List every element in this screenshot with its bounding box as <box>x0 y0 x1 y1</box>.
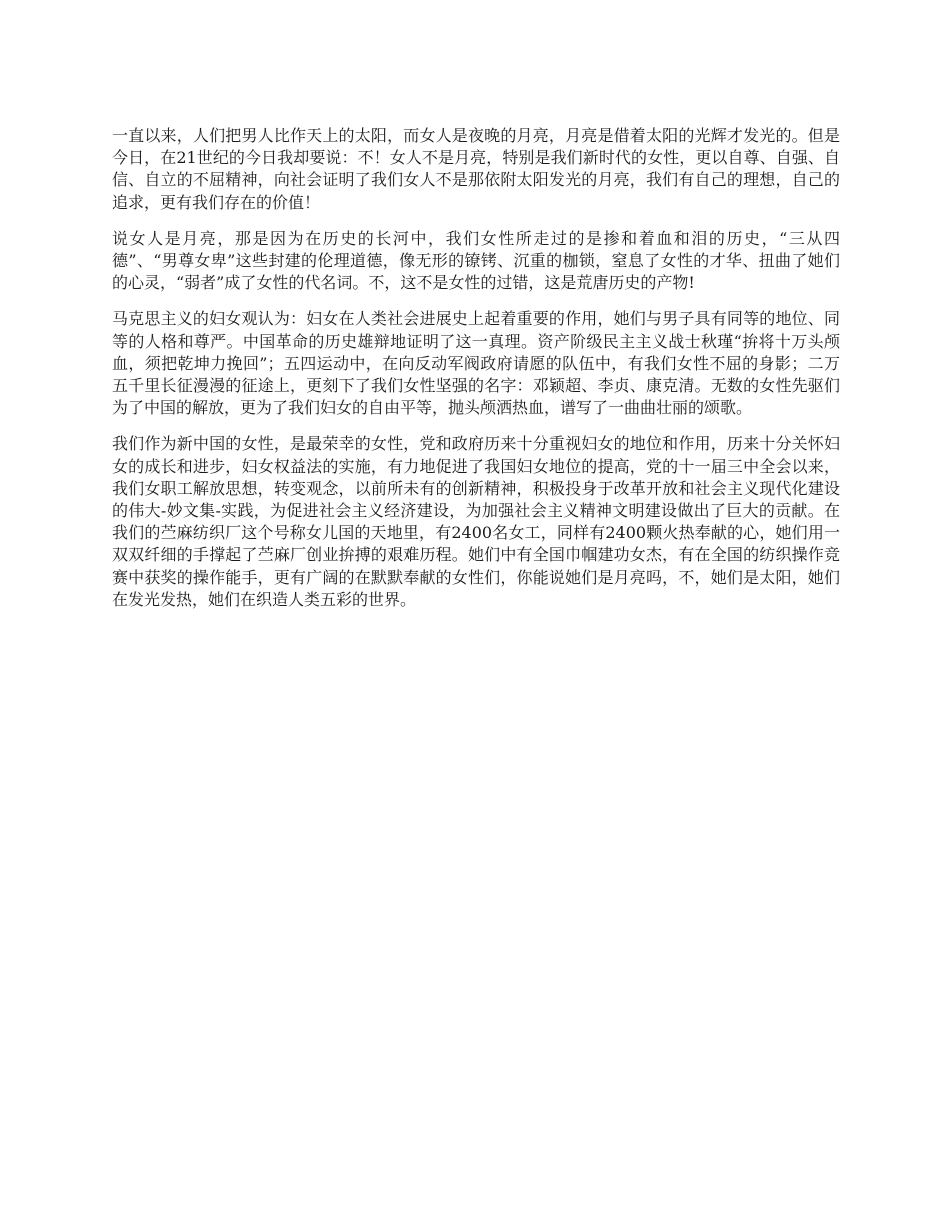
paragraph-4: 我们作为新中国的女性，是最荣幸的女性，党和政府历来十分重视妇女的地位和作用，历来十分关怀妇女的成长和进步，妇女权益法的实施，有力地促进了我国妇女地位的提高，党的十一届三中全会以来，我们女职工解放思想，转变观念，以前所未有的创新精神，积极投身于改革开放和社会主义现代化建设的伟大-妙文集-实践，为促进社会主义经济建设，为加强社会主义精神文明建设做出了巨大的贡献。在我们的苎麻纺织厂这个号称女儿国的天地里，有2400名女工，同样有2400颗火热奉献的心，她们用一双双纤细的手撑起了苎麻厂创业拚搏的艰难历程。她们中有全国巾帼建功女杰，有在全国的纺织操作竞赛中获奖的操作能手，更有广阔的在默默奉献的女性们，你能说她们是月亮吗，不，她们是太阳，她们在发光发热，她们在织造人类五彩的世界。 <box>112 434 840 609</box>
paragraph-2: 说女人是月亮，那是因为在历史的长河中，我们女性所走过的是掺和着血和泪的历史，“三从四德”、“男尊女卑”这些封建的伦理道德，像无形的镣铐、沉重的枷锁，窒息了女性的才华、扭曲了她们的心灵，“弱者”成了女性的代名词。不，这不是女性的过错，这是荒唐历史的产物! <box>112 228 840 293</box>
paragraph-1: 一直以来，人们把男人比作天上的太阳，而女人是夜晚的月亮，月亮是借着太阳的光辉才发光的。但是今日，在21世纪的今日我却要说：不！女人不是月亮，特别是我们新时代的女性，更以自尊、自强、自信、自立的不屈精神，向社会证明了我们女人不是那依附太阳发光的月亮，我们有自己的理想，自己的追求，更有我们存在的价值！ <box>112 126 840 212</box>
paragraph-3: 马克思主义的妇女观认为：妇女在人类社会进展史上起着重要的作用，她们与男子具有同等的地位、同等的人格和尊严。中国革命的历史雄辩地证明了这一真理。资产阶级民主主义战士秋瑾“拚将十万头颅血，须把乾坤力挽回”；五四运动中，在向反动军阀政府请愿的队伍中，有我们女性不屈的身影；二万五千里长征漫漫的征途上，更刻下了我们女性坚强的名字：邓颖超、李贞、康克清。无数的女性先驱们为了中国的解放，更为了我们妇女的自由平等，抛头颅洒热血，谱写了一曲曲壮丽的颂歌。 <box>112 309 840 418</box>
document-body <box>112 125 840 625</box>
